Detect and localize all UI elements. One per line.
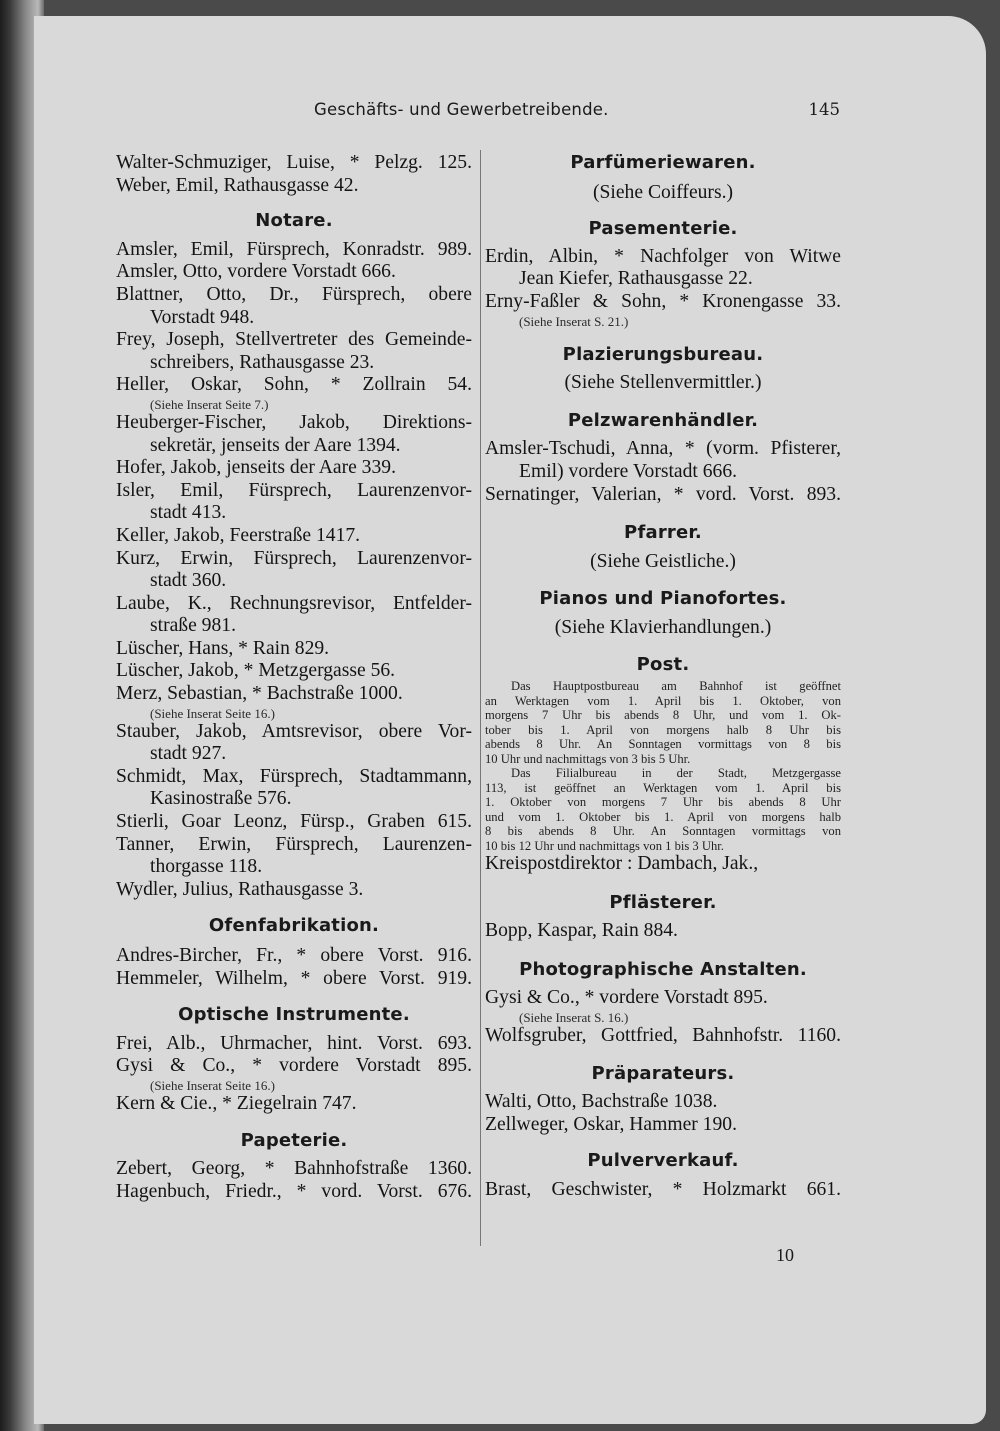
entry-keller: Keller, Jakob, Feerstraße 1417.	[116, 524, 361, 546]
header-title: Geschäfts- und Gewerbetreibende.	[314, 100, 609, 119]
signature-mark: 10	[776, 1245, 794, 1265]
entry-kreispostdirektor: Kreispostdirektor : Dambach, Jak.,	[485, 853, 759, 875]
entry-isler-cont: stadt 413.	[150, 502, 227, 524]
post-p1-line2: an Werktagen vom 1. April bis 1. Oktober, von	[485, 693, 841, 708]
entry-erdin: Erdin, Albin, * Nachfolger von Witwe	[485, 245, 841, 267]
entry-heller: Heller, Oskar, Sohn, * Zollrain 54.	[116, 374, 472, 396]
post-p2-line4: und vom 1. Oktober bis 1. April von morgens halb	[485, 809, 841, 824]
entry-blattner: Blattner, Otto, Dr., Fürsprech, obere	[116, 283, 472, 305]
heading-pflaesterer: Pflästerer.	[609, 891, 717, 913]
heading-pfarrer: Pfarrer.	[624, 522, 702, 544]
heading-parfuemeriewaren: Parfümeriewaren.	[570, 152, 756, 173]
post-p2-line5: 8 bis abends 8 Uhr. An Sonntagen vormittags von	[485, 824, 841, 839]
page-number: 145	[808, 100, 840, 119]
heading-praeparateurs: Präparateurs.	[591, 1062, 735, 1084]
entry-luescher-jakob: Lüscher, Jakob, * Metzgergasse 56.	[116, 660, 396, 682]
entry-isler: Isler, Emil, Fürsprech, Laurenzenvor-	[116, 479, 472, 501]
post-p1-line1: Das Hauptpostbureau am Bahnhof ist geöffnet	[511, 679, 841, 694]
note-gysi-optik: (Siehe Inserat Seite 16.)	[150, 1077, 275, 1093]
heading-pulververkauf: Pulververkauf.	[587, 1150, 739, 1172]
entry-stauber: Stauber, Jakob, Amtsrevisor, obere Vor-	[116, 720, 472, 742]
entry-wolfsgruber: Wolfsgruber, Gottfried, Bahnhofstr. 1160.	[485, 1025, 841, 1047]
entry-frei: Frei, Alb., Uhrmacher, hint. Vorst. 693.	[116, 1032, 472, 1054]
heading-papeterie: Papeterie.	[240, 1129, 348, 1151]
see-klavierhandlungen: (Siehe Klavierhandlungen.)	[554, 616, 772, 638]
column-divider	[480, 150, 481, 1246]
entry-kurz: Kurz, Erwin, Fürsprech, Laurenzenvor-	[116, 547, 472, 569]
entry-tanner-cont: thorgasse 118.	[150, 856, 263, 878]
note-erny: (Siehe Inserat S. 21.)	[519, 313, 629, 329]
entry-wydler: Wydler, Julius, Rathausgasse 3.	[116, 878, 364, 900]
running-header	[314, 100, 840, 126]
entry-gysi-optik: Gysi & Co., * vordere Vorstadt 895.	[116, 1055, 472, 1077]
heading-notare: Notare.	[255, 210, 333, 232]
entry-frey: Frey, Joseph, Stellvertreter des Gemeinde-	[116, 329, 472, 351]
see-coiffeurs: (Siehe Coiffeurs.)	[592, 181, 734, 203]
entry-hagenbuch: Hagenbuch, Friedr., * vord. Vorst. 676.	[116, 1180, 472, 1202]
post-filialbureau	[485, 766, 841, 853]
entry-merz: Merz, Sebastian, * Bachstraße 1000.	[116, 683, 403, 705]
entry-walti: Walti, Otto, Bachstraße 1038.	[485, 1091, 718, 1113]
entry-zebert: Zebert, Georg, * Bahnhofstraße 1360.	[116, 1158, 472, 1180]
entry-walter: Walter-Schmuziger, Luise, * Pelzg. 125.	[116, 152, 472, 173]
entry-blattner-cont: Vorstadt 948.	[150, 306, 255, 328]
heading-pelzwarenhaendler: Pelzwarenhändler.	[567, 409, 759, 431]
entry-gysi-photo: Gysi & Co., * vordere Vorstadt 895.	[485, 987, 768, 1009]
entry-kern: Kern & Cie., * Ziegelrain 747.	[116, 1092, 357, 1114]
heading-ofenfabrikation: Ofenfabrikation.	[208, 915, 380, 937]
entry-hofer: Hofer, Jakob, jenseits der Aare 339.	[116, 457, 396, 479]
post-p1-line5: abends 8 Uhr. An Sonntagen vormittags von 8 bis	[485, 737, 841, 752]
heading-pianos: Pianos und Pianofortes.	[539, 588, 787, 610]
entry-laube: Laube, K., Rechnungsrevisor, Entfelder-	[116, 592, 472, 614]
entry-erdin-cont: Jean Kiefer, Rathausgasse 22.	[519, 268, 753, 290]
entry-schmidt-cont: Kasinostraße 576.	[150, 788, 292, 810]
entry-andres-bircher: Andres-Bircher, Fr., * obere Vorst. 916.	[116, 945, 472, 966]
entry-sernatinger: Sernatinger, Valerian, * vord. Vorst. 893.	[485, 483, 841, 505]
post-p2-line2: 113, ist geöffnet an Werktagen vom 1. April bis	[485, 780, 841, 795]
heading-pasementerie: Pasementerie.	[588, 218, 738, 240]
heading-plazierungsbureau: Plazierungsbureau.	[562, 343, 764, 365]
note-gysi-photo: (Siehe Inserat S. 16.)	[519, 1010, 629, 1026]
entry-hemmeler: Hemmeler, Wilhelm, * obere Vorst. 919.	[116, 967, 472, 989]
entry-amsler-tschudi: Amsler-Tschudi, Anna, * (vorm. Pfisterer,	[485, 438, 841, 460]
entry-brast: Brast, Geschwister, * Holzmarkt 661.	[485, 1179, 841, 1201]
right-column	[485, 152, 841, 1202]
see-geistliche: (Siehe Geistliche.)	[590, 550, 736, 572]
entry-zellweger: Zellweger, Oskar, Hammer 190.	[485, 1113, 737, 1135]
entry-tanner: Tanner, Erwin, Fürsprech, Laurenzen-	[116, 833, 472, 855]
see-stellenvermittler: (Siehe Stellenvermittler.)	[564, 372, 762, 394]
entry-erny: Erny-Faßler & Sohn, * Kronengasse 33.	[485, 290, 841, 312]
post-info	[485, 679, 841, 853]
post-p2-line6: 10 bis 12 Uhr und nachmittags von 1 bis 3 Uhr.	[485, 838, 724, 853]
post-p1-line6: 10 Uhr und nachmittags von 3 bis 5 Uhr.	[485, 751, 691, 766]
entry-bopp: Bopp, Kaspar, Rain 884.	[485, 920, 678, 942]
note-merz: (Siehe Inserat Seite 16.)	[150, 705, 275, 721]
entry-luescher-hans: Lüscher, Hans, * Rain 829.	[116, 637, 330, 659]
post-p2-line1: Das Filialbureau in der Stadt, Metzgergasse	[511, 766, 841, 781]
entry-stierli: Stierli, Goar Leonz, Fürsp., Graben 615.	[116, 811, 472, 833]
heading-photographische-anstalten: Photographische Anstalten.	[519, 958, 807, 980]
post-p1-line4: tober bis 1. April von morgens halb 8 Uhr bis	[485, 722, 841, 737]
entry-kurz-cont: stadt 360.	[150, 570, 227, 592]
heading-post: Post.	[636, 653, 690, 675]
entry-weber: Weber, Emil, Rathausgasse 42.	[116, 174, 359, 196]
left-column	[116, 152, 472, 1203]
entry-stauber-cont: stadt 927.	[150, 743, 227, 765]
post-p1-line3: morgens 7 Uhr bis abends 8 Uhr, und vom 1. Ok-	[485, 708, 841, 723]
heading-optische-instrumente: Optische Instrumente.	[178, 1004, 410, 1026]
entry-heuberger: Heuberger-Fischer, Jakob, Direktions-	[116, 411, 472, 433]
entry-amsler-tschudi-cont: Emil) vordere Vorstadt 666.	[519, 460, 738, 482]
entry-frey-cont: schreibers, Rathausgasse 23.	[150, 351, 375, 373]
note-heller: (Siehe Inserat Seite 7.)	[150, 396, 269, 412]
entry-amsler-otto: Amsler, Otto, vordere Vorstadt 666.	[116, 261, 396, 283]
entry-laube-cont: straße 981.	[150, 615, 236, 637]
entry-schmidt: Schmidt, Max, Fürsprech, Stadtammann,	[116, 765, 472, 787]
post-hauptpostbureau	[485, 679, 841, 766]
entry-amsler-emil: Amsler, Emil, Fürsprech, Konradstr. 989.	[116, 238, 472, 260]
entry-heuberger-cont: sekretär, jenseits der Aare 1394.	[150, 434, 401, 456]
post-p2-line3: 1. Oktober von morgens 7 Uhr bis abends 8 Uhr	[485, 795, 841, 810]
